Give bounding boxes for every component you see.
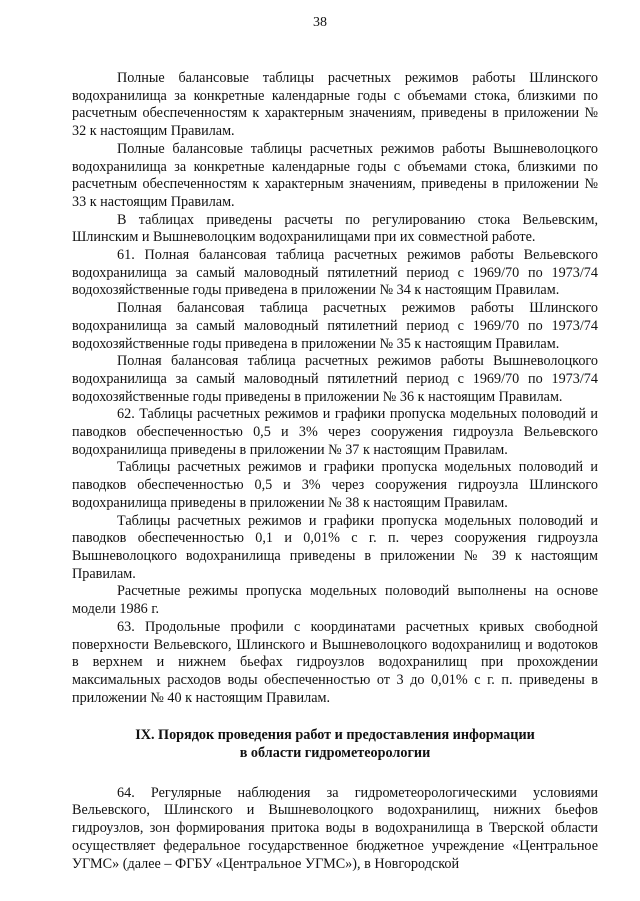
document-body	[72, 70, 598, 873]
paragraph-shlinskoe-annual-tables: Полные балансовые таблицы расчетных режимов работы Шлинского водохранилища за конкретные календарные годы с объемами стока, близкими по расчетным обеспеченностям к характерным значениям, приведены в приложении № 32 к настоящим Правилам.	[72, 70, 598, 140]
paragraph-64-observations: 64. Регулярные наблюдения за гидрометеорологическими условиями Вельевского, Шлинского и Вышневолоцкого водохранилищ, нижних бьефов гидроузлов, зон формирования притока воды в водохранилища в Тверской области осуществляет федеральное государственное бюджетное учреждение «Центральное УГМС» (далее – ФГБУ «Центральное УГМС»), в Новгородской	[72, 784, 598, 872]
paragraph-63-profiles: 63. Продольные профили с координатами расчетных кривых свободной поверхности Вельевского, Шлинского и Вышневолоцкого водохранилищ и водотоков в верхнем и нижнем бьефах гидроузлов водохранилищ при прохождении максимальных расходов воды обеспеченностью от 3 до 0,01% с г. п. приведены в приложении № 40 к настоящим Правилам.	[72, 618, 598, 706]
paragraph-model-1986: Расчетные режимы пропуска модельных половодий выполнены на основе модели 1986 г.	[72, 583, 598, 618]
section-heading-line-2: в области гидрометеорологии	[239, 745, 431, 762]
page-number: 38	[313, 15, 327, 30]
paragraph-62-velevskoe: 62. Таблицы расчетных режимов и графики пропуска модельных половодий и паводков обеспеченностью 0,5 и 3% через сооружения гидроузла Вельевского водохранилища приведены в приложении № 37 к настоящим Правилам.	[72, 406, 598, 458]
paragraph-62-shlinskoe: Таблицы расчетных режимов и графики пропуска модельных половодий и паводков обеспеченностью 0,5 и 3% через сооружения гидроузла Шлинского водохранилища приведены в приложении № 38 к настоящим Правилам.	[72, 459, 598, 511]
section-heading-line-1: IX. Порядок проведения работ и предоставления информации	[135, 727, 535, 744]
paragraph-61-vyshnevolotskoe: Полная балансовая таблица расчетных режимов работы Вышневолоцкого водохранилища за самый маловодный пятилетний период с 1969/70 по 1973/74 водохозяйственные годы приведены в приложении № 36 к настоящим Правилам.	[72, 353, 598, 405]
paragraph-vyshnevolotskoe-annual-tables: Полные балансовые таблицы расчетных режимов работы Вышневолоцкого водохранилища за конкретные календарные годы с объемами стока, близкими по расчетным обеспеченностям к характерным значениям, приведены в приложении № 33 к настоящим Правилам.	[72, 140, 598, 210]
paragraph-61-velevskoe: 61. Полная балансовая таблица расчетных режимов работы Вельевского водохранилища за самый маловодный пятилетний период с 1969/70 по 1973/74 водохозяйственные годы приведена в приложении № 34 к настоящим Правилам.	[72, 247, 598, 299]
paragraph-61-shlinskoe: Полная балансовая таблица расчетных режимов работы Шлинского водохранилища за самый маловодный пятилетний период с 1969/70 по 1973/74 водохозяйственные годы приведена в приложении № 35 к настоящим Правилам.	[72, 300, 598, 352]
paragraph-62-vyshnevolotskoe: Таблицы расчетных режимов и графики пропуска модельных половодий и паводков обеспеченностью 0,1 и 0,01% с г. п. через сооружения гидроузла Вышневолоцкого водохранилища приведены в приложении № 39 к настоящим Правилам.	[72, 512, 598, 582]
paragraph-joint-regulation: В таблицах приведены расчеты по регулированию стока Вельевским, Шлинским и Вышневолоцким водохранилищами при их совместной работе.	[72, 211, 598, 246]
section-heading	[72, 727, 598, 762]
